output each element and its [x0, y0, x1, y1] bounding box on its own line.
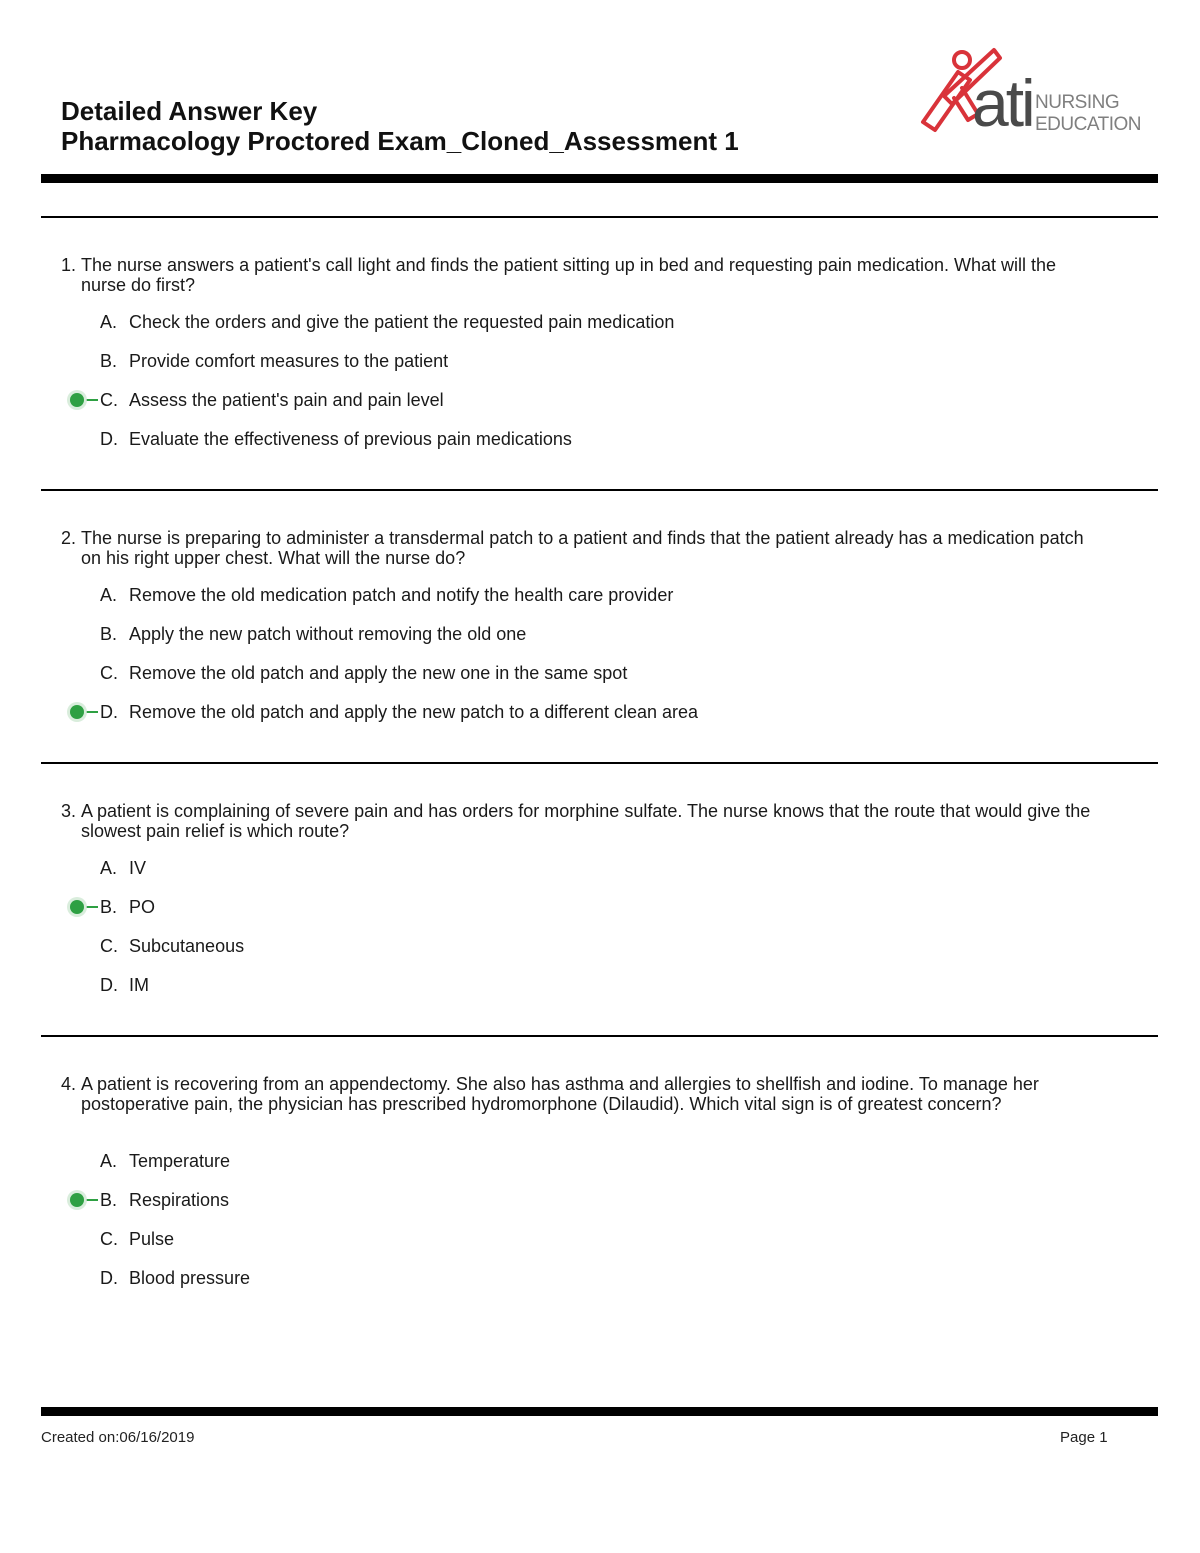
- answer-option: A. Temperature: [100, 1151, 231, 1171]
- correct-answer-marker-icon: [66, 1189, 100, 1211]
- answer-option: C. Remove the old patch and apply the new one in the same spot: [100, 663, 628, 683]
- answer-option: B. Provide comfort measures to the patient: [100, 351, 449, 371]
- question-text: A patient is recovering from an appendectomy. She also has asthma and allergies to shellfish and iodine. To manage her postoperative pain, the physician has prescribed hydromorphone (Dilaudid). Which vital sign is of greatest concern?: [81, 1074, 1039, 1114]
- section-divider: [41, 762, 1158, 764]
- answer-option: A. Check the orders and give the patient the requested pain medication: [100, 312, 675, 332]
- question-number: 4.: [61, 1074, 77, 1094]
- correct-answer-marker-icon: [66, 896, 100, 918]
- document-title: Detailed Answer Key: [61, 96, 318, 126]
- answer-option: A. Remove the old medication patch and notify the health care provider: [100, 585, 674, 605]
- question-number: 2.: [61, 528, 77, 548]
- question-text: A patient is complaining of severe pain and has orders for morphine sulfate. The nurse knows that the route that would give the slowest pain relief is which route?: [81, 801, 1091, 841]
- created-date: Created on:06/16/2019: [41, 1429, 195, 1446]
- answer-option-correct: C. Assess the patient's pain and pain level: [100, 390, 444, 410]
- correct-answer-marker-icon: [66, 701, 100, 723]
- question-number: 3.: [61, 801, 77, 821]
- answer-option: C. Subcutaneous: [100, 936, 245, 956]
- document-header: [61, 96, 739, 156]
- ati-logo-wordmark: ati: [972, 66, 1033, 140]
- question-4: [61, 1074, 1091, 1114]
- question-3: [61, 801, 1091, 841]
- section-divider: [41, 1035, 1158, 1037]
- answer-option: D. IM: [100, 975, 149, 995]
- correct-answer-marker-icon: [66, 389, 100, 411]
- answer-option: B. Apply the new patch without removing the old one: [100, 624, 527, 644]
- answer-option: C. Pulse: [100, 1229, 175, 1249]
- answer-option: D. Blood pressure: [100, 1268, 251, 1288]
- question-2: [61, 528, 1091, 568]
- answer-option-correct: D. Remove the old patch and apply the new patch to a different clean area: [100, 702, 699, 722]
- ati-logo-tagline: NURSING EDUCATION: [1035, 92, 1141, 135]
- footer-divider: [41, 1407, 1158, 1416]
- answer-option: D. Evaluate the effectiveness of previous pain medications: [100, 429, 572, 449]
- section-divider: [41, 489, 1158, 491]
- header-divider: [41, 174, 1158, 183]
- question-1: [61, 255, 1091, 295]
- page-number: Page 1: [1060, 1429, 1108, 1446]
- answer-option-correct: B. Respirations: [100, 1190, 230, 1210]
- exam-title: Pharmacology Proctored Exam_Cloned_Assessment 1: [61, 126, 739, 156]
- question-text: The nurse is preparing to administer a transdermal patch to a patient and finds that the patient already has a medication patch on his right upper chest. What will the nurse do?: [81, 528, 1084, 568]
- question-number: 1.: [61, 255, 77, 275]
- answer-option: A. IV: [100, 858, 147, 878]
- section-divider: [41, 216, 1158, 218]
- answer-option-correct: B. PO: [100, 897, 156, 917]
- question-text: The nurse answers a patient's call light and finds the patient sitting up in bed and requesting pain medication. What will the nurse do first?: [81, 255, 1057, 295]
